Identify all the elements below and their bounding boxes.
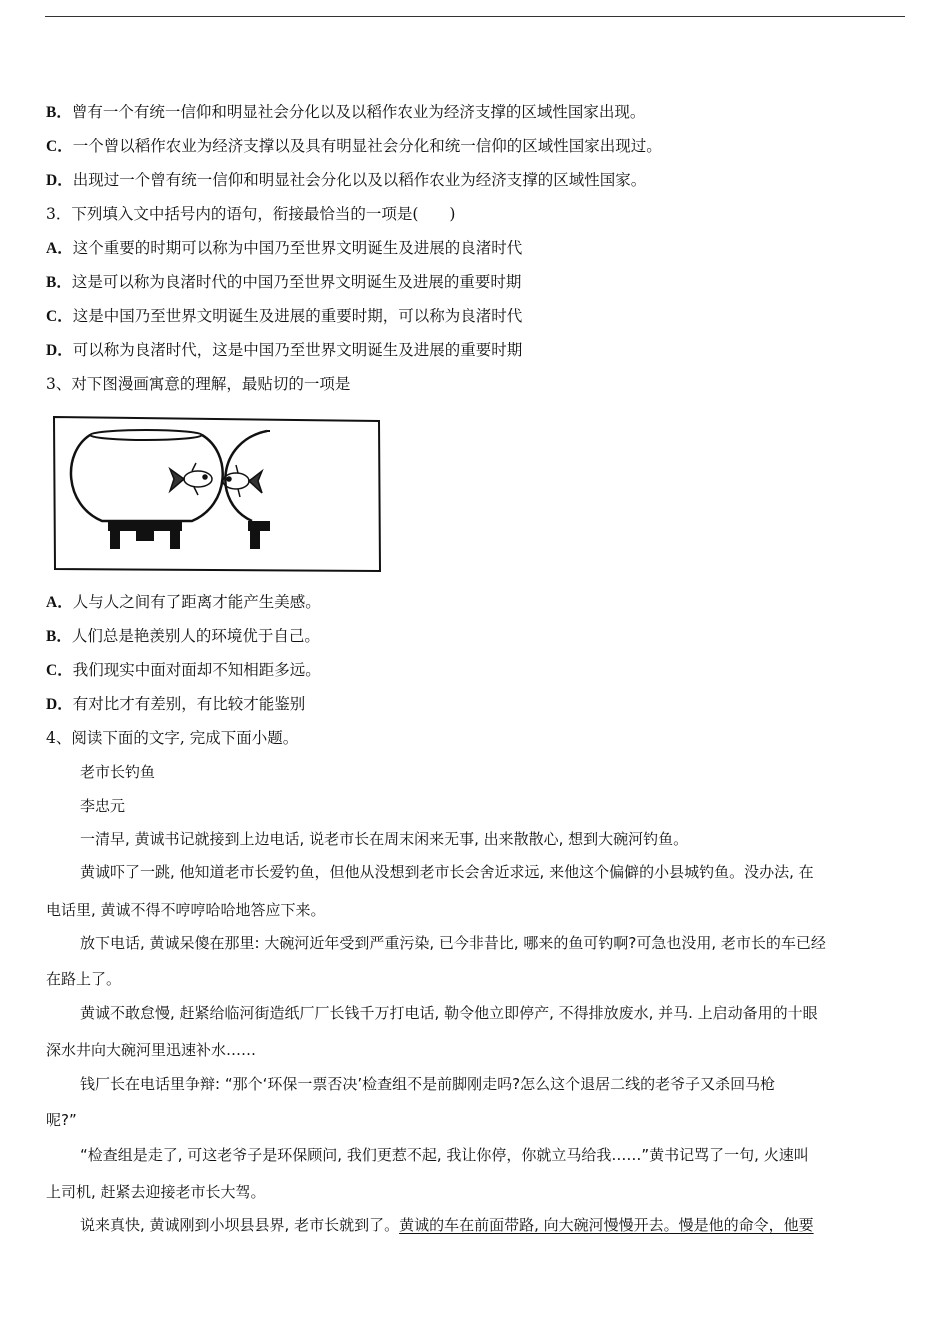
passage-line: 呢?” [46,1111,77,1129]
passage-title: 老市长钓鱼 [80,763,156,781]
passage-line: 电话里, 黄诚不得不哼哼哈哈地答应下来。 [46,901,326,919]
q3-option-a: A．这个重要的时期可以称为中国乃至世界文明诞生及进展的良渚时代 [46,239,523,257]
passage-author: 李忠元 [80,797,126,815]
passage-line: 上司机, 赶紧去迎接老市长大驾。 [46,1183,266,1201]
q3b-option-b: B．人们总是艳羡别人的环境优于自己。 [46,627,320,645]
q3b-option-c: C．我们现实中面对面却不知相距多远。 [46,661,321,679]
q3-option-b: B．这是可以称为良渚时代的中国乃至世界文明诞生及进展的重要时期 [46,273,522,291]
passage-line: 钱厂长在电话里争辩: “那个‘环保一票否决’检查组不是前脚刚走吗?怎么这个退居二线的老爷子又杀回马枪 [80,1075,776,1093]
passage-line: 黄诚吓了一跳, 他知道老市长爱钓鱼，但他从没想到老市长会舍近求远, 来他这个偏僻的小县城钓鱼。没办法, 在 [80,863,814,881]
underlined-sentence: 黄诚的车在前面带路, 向大碗河慢慢开去。慢是他的命令，他要 [399,1216,814,1234]
header-rule [45,16,905,17]
q3-stem: 3．下列填入文中括号内的语句，衔接最恰当的一项是( ) [46,205,456,223]
q3b-stem: 3、对下图漫画寓意的理解，最贴切的一项是 [46,375,351,393]
q3-option-c: C．这是中国乃至世界文明诞生及进展的重要时期，可以称为良渚时代 [46,307,523,325]
fish-icon [223,465,262,497]
passage-line: 一清早, 黄诚书记就接到上边电话, 说老市长在周末闲来无事, 出来散散心, 想到大碗河钓鱼。 [80,830,689,848]
fishbowl-cartoon [52,413,382,573]
q4-stem: 4、阅读下面的文字, 完成下面小题。 [46,729,299,747]
passage-line: 说来真快, 黄诚刚到小坝县县界, 老市长就到了。黄诚的车在前面带路, 向大碗河慢慢开去。慢是他的命令，他要 [80,1216,814,1234]
passage-line: 黄诚不敢怠慢, 赶紧给临河街造纸厂厂长钱千万打电话, 勒令他立即停产, 不得排放废水, 并马. 上启动备用的十眼 [80,1004,818,1022]
q3-option-d: D．可以称为良渚时代，这是中国乃至世界文明诞生及进展的重要时期 [46,341,523,359]
passage-line: “检查组是走了, 可这老爷子是环保顾问, 我们更惹不起, 我让你停，你就立马给我……”黄书记骂了一句, 火速叫 [80,1146,809,1164]
q2-option-d: D．出现过一个曾有统一信仰和明显社会分化以及以稻作农业为经济支撑的区域性国家。 [46,171,647,189]
passage-line: 深水井向大碗河里迅速补水…… [46,1041,257,1059]
q2-option-c: C．一个曾以稻作农业为经济支撑以及具有明显社会分化和统一信仰的区域性国家出现过。 [46,137,662,155]
q3b-option-d: D．有对比才有差别，有比较才能鉴别 [46,695,306,713]
passage-line: 在路上了。 [46,970,122,988]
fish-icon [170,463,212,495]
q3b-option-a: A．人与人之间有了距离才能产生美感。 [46,593,321,611]
passage-line: 放下电话, 黄诚呆傻在那里: 大碗河近年受到严重污染, 已今非昔比, 哪来的鱼可钓啊?可急也没用, 老市长的车已经 [80,934,826,952]
q2-option-b: B．曾有一个有统一信仰和明显社会分化以及以稻作农业为经济支撑的区域性国家出现。 [46,103,646,121]
